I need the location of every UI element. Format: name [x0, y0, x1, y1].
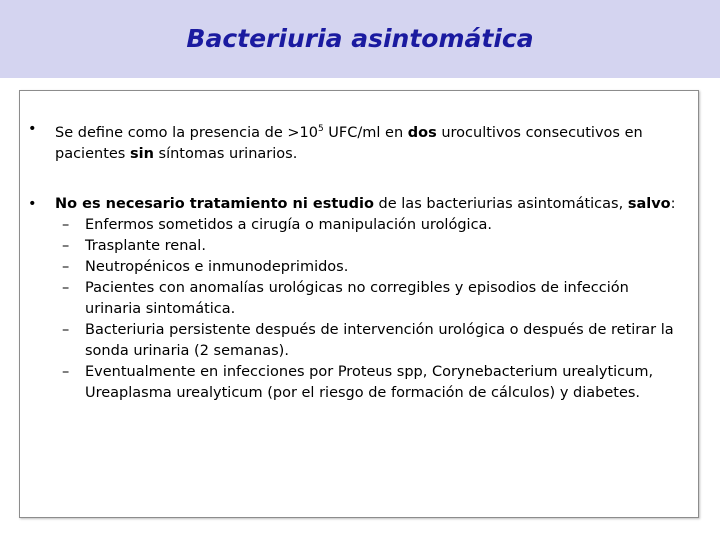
bullet-icon: • [28, 196, 37, 212]
sub-item-text: Pacientes con anomalías urológicas no corregibles y episodios de infección urinaria sintomática. [85, 280, 629, 317]
title-bar [0, 0, 720, 78]
dash-icon: – [62, 238, 70, 254]
dash-icon: – [62, 217, 70, 233]
sub-item [55, 215, 685, 236]
exceptions-intro [55, 194, 685, 215]
sub-item-text: Trasplante renal. [85, 238, 206, 254]
sub-item [55, 257, 685, 278]
exceptions-emphasis: No es necesario tratamiento ni estudio [55, 196, 374, 212]
sub-item [55, 320, 685, 362]
sub-item [55, 278, 685, 320]
dash-icon: – [62, 364, 70, 380]
definition-part: urocultivos consecutivos en pacientes [55, 124, 643, 162]
definition-part: Se define como la presencia de >10 [55, 124, 318, 141]
sub-item-text: Bacteriuria persistente después de intervención urológica o después de retirar la sonda urinaria (2 semanas). [85, 322, 674, 359]
bullet-definition-text [55, 119, 685, 165]
exceptions-part: de las bacteriurias asintomáticas, [373, 196, 628, 212]
bullet-exceptions-text [55, 194, 685, 404]
sub-item-text: Neutropénicos e inmunodeprimidos. [85, 259, 349, 275]
definition-emphasis: dos [407, 124, 437, 141]
sub-item-text: Enfermos sometidos a cirugía o manipulación urológica. [85, 217, 493, 233]
sub-item-text: Eventualmente en infecciones por Proteus spp, Corynebacterium urealyticum, Ureaplasma urealyticum (por el riesgo de formación de cálculos) y diabetes. [85, 364, 654, 401]
definition-part: UFC/ml en [323, 124, 408, 141]
exceptions-sub-list [55, 215, 685, 404]
slide-title: Bacteriuria asintomática [186, 24, 534, 53]
dash-icon: – [62, 280, 70, 296]
exceptions-emphasis: salvo [627, 196, 671, 212]
content-box [19, 90, 699, 518]
definition-part: síntomas urinarios. [153, 145, 298, 162]
definition-exponent: 5 [317, 124, 324, 134]
dash-icon: – [62, 259, 70, 275]
sub-item [55, 236, 685, 257]
exceptions-part: : [670, 196, 676, 212]
definition-emphasis: sin [129, 145, 154, 162]
bullet-icon: • [28, 121, 37, 137]
dash-icon: – [62, 322, 70, 338]
sub-item [55, 362, 685, 404]
